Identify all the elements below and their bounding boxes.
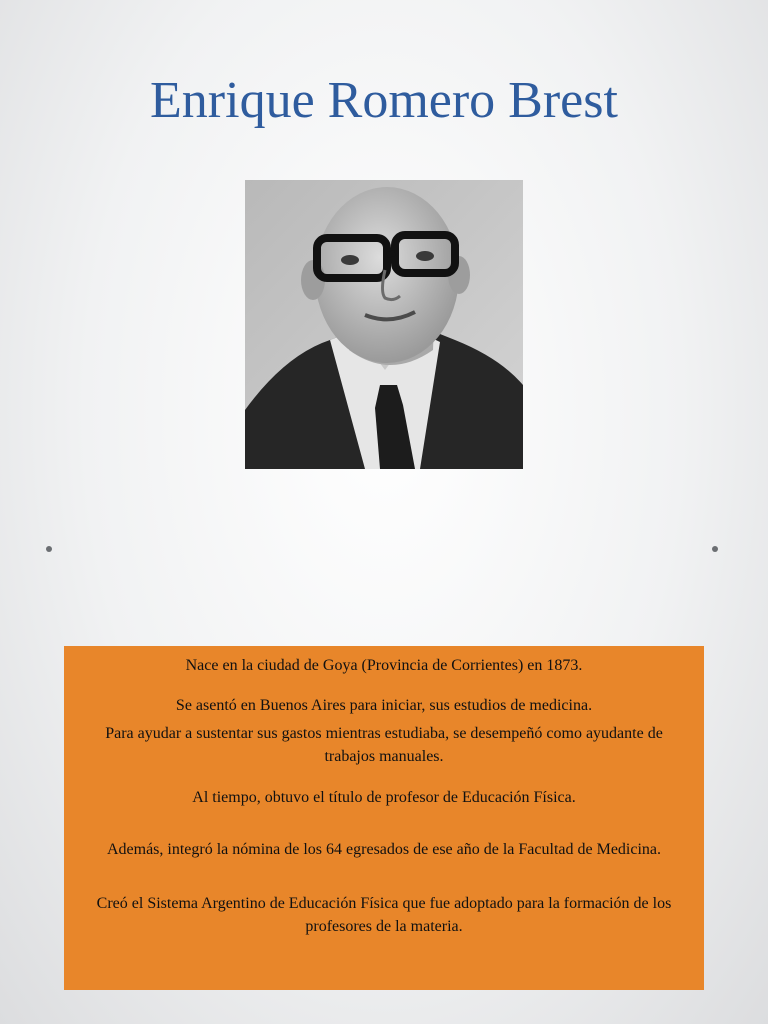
bio-paragraph-1: Nace en la ciudad de Goya (Provincia de Corrientes) en 1873. (185, 657, 583, 674)
bio-paragraph-3: Para ayudar a sustentar sus gastos mientras estudiaba, se desempeñó como ayudante de trabajos manuales. (105, 725, 663, 765)
bio-paragraph-6: Creó el Sistema Argentino de Educación Física que fue adoptado para la formación de los profesores de la materia. (96, 895, 672, 935)
decorative-dot-left (46, 546, 52, 552)
slide-title: Enrique Romero Brest (150, 72, 618, 129)
bio-paragraph-5: Además, integró la nómina de los 64 egresados de ese año de la Facultad de Medicina. (106, 841, 662, 858)
decorative-dot-right (712, 546, 718, 552)
portrait-illustration (245, 180, 523, 469)
bio-paragraph-4: Al tiempo, obtuvo el título de profesor de Educación Física. (192, 789, 576, 806)
biography-text-box (64, 646, 704, 990)
bio-paragraph-2: Se asentó en Buenos Aires para iniciar, sus estudios de medicina. (175, 697, 593, 714)
portrait-photo (245, 180, 523, 469)
